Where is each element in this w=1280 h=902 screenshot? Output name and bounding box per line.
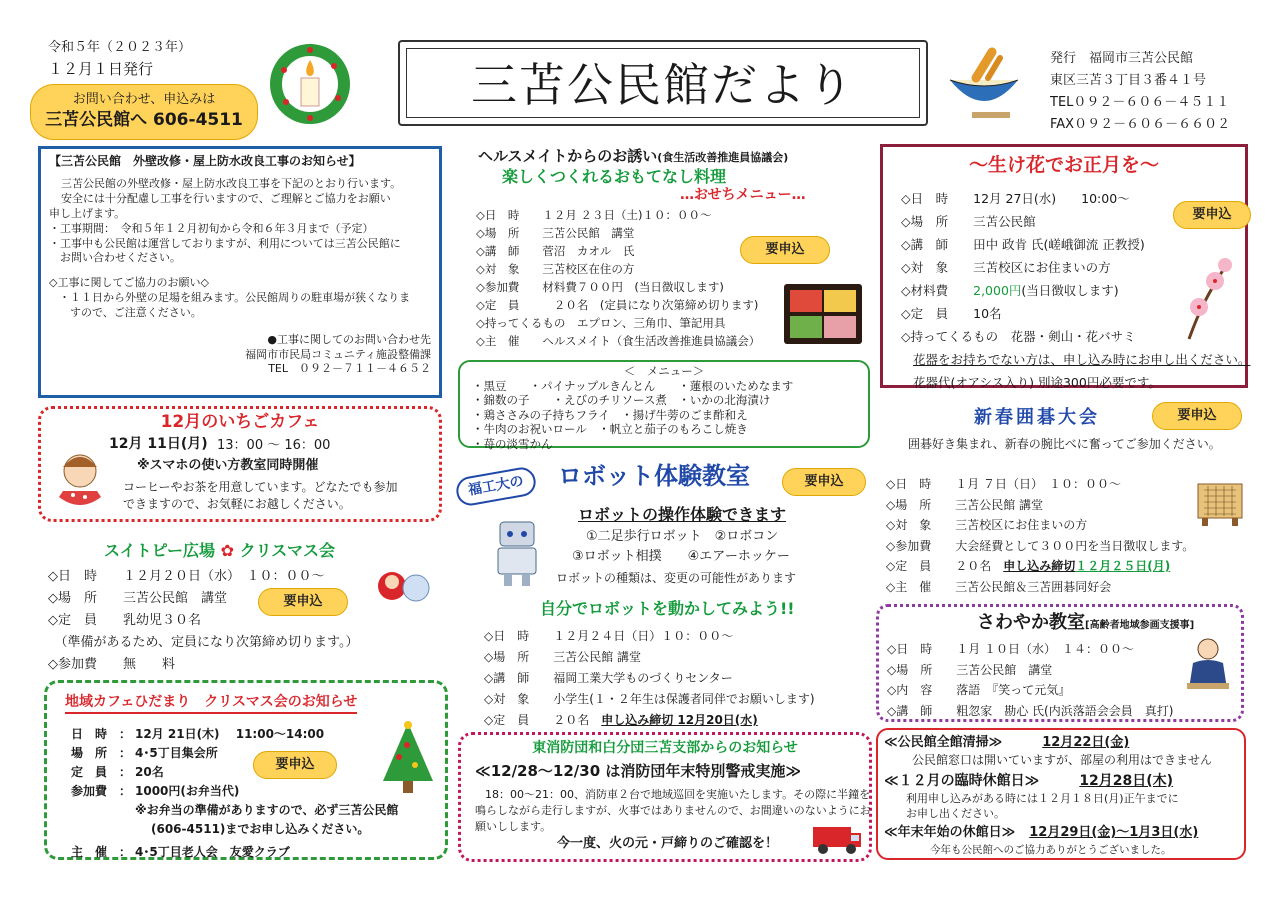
notice-title: 【三苫公民館 外壁改修・屋上防水改良工事のお知らせ】 [49, 154, 361, 168]
cleaning-note: 公民館窓口は開いていますが、部屋の利用はできません [912, 753, 1213, 767]
temp-closure-note: 利用申し込みがある時には１２月１８日(月)正午までに [906, 792, 1179, 805]
robot-row: ◇対 象 小学生(１・２年生は保護者同伴でお願いします) [484, 692, 815, 706]
robot-capacity: ◇定 員 ２０名 申し込み締切 12月20日(水) [484, 713, 758, 727]
healthmate-sub: 楽しくつくれるおもてなし料理 [502, 167, 727, 186]
sweetpea-title [104, 540, 335, 562]
ikebana-row: ◇講 師 田中 政肯 氏(嵯峨御流 正教授) [901, 237, 1145, 252]
ikebana-badge: 要申込 [1173, 201, 1251, 229]
notice-bullet: ・工事期間： 令和５年１２月初旬から令和６年３月まで（予定） [49, 221, 374, 235]
masthead-box [398, 40, 928, 126]
fax: FAX０９２－６０６－６６０２ [1050, 117, 1231, 132]
address: 東区三苫３丁目３番４１号 [1050, 73, 1207, 88]
tel: TEL０９２－６０６－４５１１ [1050, 95, 1230, 110]
cleaning-line: ≪公民館全館清掃≫ 12月22日(金) [884, 735, 1130, 750]
holly-icon: ✿ [220, 541, 235, 560]
ikebana-title: ～生け花でお正月を～ [968, 154, 1159, 176]
request-line: ・１１日から外壁の足場を組みます。公民館周りの駐車場が狭くなりま [59, 291, 411, 305]
sawayaka-row: ◇内 容 落語 『笑って元気』 [887, 683, 1071, 697]
fire-body: 18：00～21：00、消防車２台で地域巡回を実施いたします。その際に半鐘を [485, 788, 871, 801]
contact-org: 福岡市市民局コミュニティ施設整備課 [245, 347, 431, 361]
notice-bullet: お問い合わせください。 [49, 251, 181, 265]
hidamari-row: 日 時 ： 12月 21日(木) 11:00～14:00 [71, 727, 325, 741]
sweetpea-row: ◇日 時 １２月２０日（水） １０：００～ [48, 569, 325, 584]
menu-item: ・黒豆 ・パイナップルきんとん ・蓮根のいためなます [472, 378, 794, 393]
hidamari-box [44, 680, 448, 860]
notice-bullet: ・工事中も公民館は運営しておりますが、利用については三苫公民館に [49, 236, 401, 250]
year-end-note: 今年も公民館へのご協力ありがとうございました。 [930, 844, 1172, 856]
menu-item: ・鶏ささみの子持ちフライ ・揚げ牛蒡のごま酢和え [472, 407, 748, 422]
ikebana-row: ◇定 員 10名 [901, 306, 1002, 321]
igo-row: ◇対 象 三苫校区にお住まいの方 [886, 518, 1088, 532]
healthmate-section [470, 146, 866, 360]
igo-row: ◇参加費 大会経費として３００円を当日徴収します。 [886, 538, 1195, 553]
healthmate-row: ◇持ってくるもの エプロン、三角巾、筆記用具 [476, 316, 726, 330]
igo-row: ◇主 催 三苫公民館＆三苫囲碁同好会 [886, 579, 1112, 594]
hidamari-row: 参加費 ： 1000円(お弁当代) [71, 784, 240, 798]
girl-with-strawberries-icon [49, 447, 111, 513]
fire-truck-icon [811, 819, 863, 855]
fire-body: 願いしします。 [475, 820, 552, 833]
contact-title: ●工事に関してのお問い合わせ先 [267, 332, 431, 346]
sweetpea-row: ◇場 所 三苫公民館 講堂 [48, 591, 227, 606]
hidamari-row: 定 員 ： 20名 [71, 765, 164, 779]
healthmate-title-small: (食生活改善推進員協議会) [657, 151, 789, 164]
hidamari-title: 地域カフェひだまり クリスマス会のお知らせ [65, 693, 357, 714]
temp-closure-line: ≪１２月の臨時休館日≫ 12月28日(木) [884, 773, 1174, 789]
fire-closing: 今一度、火の元・戸締りのご確認を！ [557, 836, 779, 851]
igo-row: ◇日 時 １月 ７日（日） １０：００～ [886, 477, 1122, 491]
plum-blossom-icon [1169, 251, 1241, 341]
menu-item: ・牛肉のお祝いロール ・帆立と茄子のもろこし焼き [472, 422, 748, 436]
request-line: すので、ご注意ください。 [59, 305, 202, 319]
sawayaka-title-text: さわやか教室 [977, 612, 1085, 633]
healthmate-row: ◇定 員 ２０名 (定員になり次第締め切ります) [476, 298, 759, 312]
publisher-info [1050, 48, 1230, 136]
ikebana-note: 花器代(オアシス入り) 別途300円必要です。 [913, 375, 1161, 390]
ichigo-sub: ※スマホの使い方教室同時開催 [137, 458, 319, 473]
healthmate-title [478, 146, 788, 166]
menu-title: ＜ メニュー＞ [623, 364, 705, 378]
tempura-bowl-icon [942, 44, 1026, 124]
igo-title: 新春囲碁大会 [974, 407, 1100, 428]
robot-icon [482, 516, 552, 588]
ikebana-box [880, 144, 1251, 390]
sweetpea-title-b: クリスマス会 [239, 541, 335, 560]
robot-headline: ロボットの操作体験できます [578, 505, 787, 524]
robot-sub: 自分でロボットを動かしてみよう!! [540, 599, 795, 618]
igo-intro: 囲碁好き集まれ、新春の腕比べに奮ってご参加ください。 [908, 437, 1221, 451]
robot-row: ◇場 所 三苫公民館 講堂 [484, 650, 642, 664]
sweetpea-row: ◇参加費 無 料 [48, 657, 175, 672]
ichigo-cafe-box [38, 406, 442, 522]
healthmate-row: ◇主 催 ヘルスメイト（食生活改善推進員協議会） [476, 334, 761, 348]
igo-section [880, 398, 1248, 600]
issue-date [48, 38, 191, 80]
sawayaka-row: ◇講 師 粗忽家 勘心 氏(内浜落語会会員 真打) [887, 703, 1174, 718]
healthmate-title-text: ヘルスメイトからのお誘い [478, 147, 658, 165]
construction-notice [38, 146, 442, 398]
contact-tel: TEL ０９２－７１１－４６５２ [268, 362, 431, 376]
sweetpea-row: （準備があるため、定員になり次第締め切ります。） [48, 635, 359, 650]
sawayaka-box [876, 604, 1244, 722]
closures-box [876, 728, 1246, 860]
notice-para: 申し上げます。 [49, 206, 126, 220]
request-title: ◇工事に関してご協力のお願い◇ [49, 276, 209, 290]
sawayaka-row: ◇日 時 １月 １０日（水） １４：００～ [887, 642, 1135, 656]
rakugo-performer-icon [1183, 635, 1233, 691]
ichigo-date: 12月 11日(月) [109, 436, 208, 452]
ichigo-title: 12月のいちごカフェ [160, 412, 320, 432]
notice-para: 安全には十分配慮し工事を行いますので、ご理解とご協力をお願い [61, 192, 391, 206]
robot-badge: 要申込 [782, 468, 866, 496]
advent-wreath-icon [266, 40, 354, 128]
robot-note: ロボットの種類は、変更の可能性があります [556, 571, 797, 585]
go-board-icon [1196, 482, 1244, 528]
robot-title: ロボット体験教室 [558, 462, 750, 490]
robot-items: ③ロボット相撲 ④エアーホッケー [572, 549, 790, 564]
healthmate-row: ◇参加費 材料費７００円 (当日徴収します) [476, 280, 724, 294]
fire-dept-box [458, 732, 872, 862]
igo-capacity: ◇定 員 ２０名 申し込み締切１２月２５日(月) [886, 559, 1171, 573]
contact-phone: 三苫公民館へ 606-4511 [45, 109, 243, 130]
hidamari-host: 主 催 ： 4･5丁目老人会 友愛クラブ [71, 845, 290, 859]
healthmate-sub2: …おせちメニュー… [680, 187, 806, 203]
year-end-line: ≪年末年始の休館日≫ 12月29日(金)～1月3日(水) [884, 825, 1199, 840]
healthmate-badge: 要申込 [740, 236, 830, 264]
hidamari-note: (606-4511)までお申し込みください。 [151, 822, 370, 836]
healthmate-row: ◇場 所 三苫公民館 講堂 [476, 226, 635, 240]
robot-row: ◇講 師 福岡工業大学ものづくりセンター [484, 671, 733, 685]
menu-item: ・苺の淡雪かん [472, 436, 553, 451]
ikebana-row: ◇場 所 三苫公民館 [901, 214, 1036, 229]
contact-pill [30, 84, 258, 140]
sawayaka-title [977, 611, 1194, 635]
menu-item: ・錦数の子 ・えびのチリソース煮 ・いかの北海漬け [472, 393, 771, 407]
fire-headline: ≪12/28～12/30 は消防団年末特別警戒実施≫ [475, 762, 802, 780]
notice-para: 三苫公民館の外壁改修・屋上防水改良工事を下記のとおり行います。 [61, 177, 402, 191]
robot-section [452, 456, 872, 728]
igo-badge: 要申込 [1152, 402, 1242, 430]
robot-items: ①二足歩行ロボット ②ロボコン [586, 529, 779, 544]
fire-body: 鳴らしながら走行しますが、火事ではありませんので、お間違いのないようにお [475, 804, 871, 817]
healthmate-row: ◇日 時 １２月 ２３日（土)１０：００～ [476, 208, 712, 222]
sawayaka-title-small: [高齢者地域参画支援事] [1085, 620, 1195, 631]
sweetpea-badge: 要申込 [258, 588, 348, 616]
publisher: 発行 福岡市三苫公民館 [1050, 51, 1194, 66]
issue-day: １２月１日発行 [48, 59, 154, 78]
ikebana-fee: ◇材料費 2,000円(当日徴収します) [901, 283, 1119, 298]
ichigo-time: 13：00 ～ 16：00 [217, 438, 331, 453]
christmas-tree-icon [377, 719, 439, 799]
ikebana-note: 花器をお持ちでない方は、申し込み時にお申し出ください。 [913, 352, 1251, 367]
hidamari-note: ※お弁当の準備がありますので、必ず三苫公民館 [135, 803, 399, 817]
ikebana-row: ◇持ってくるもの 花器・剣山・花バサミ [901, 329, 1136, 344]
contact-label: お問い合わせ、申込みは [72, 92, 216, 107]
santa-icon [370, 560, 432, 610]
fire-title: 東消防団和白分団三苫支部からのお知らせ [532, 740, 798, 756]
ichigo-desc: できますので、お気軽にお越しください。 [123, 497, 351, 511]
menu-box [458, 360, 870, 451]
ikebana-row: ◇日 時 12月 27日(水) 10:00～ [901, 191, 1130, 206]
temp-closure-note: お申し出ください。 [906, 807, 1005, 820]
era-year: 令和５年（２０２３年） [48, 40, 192, 55]
sweetpea-section [38, 530, 442, 672]
ikebana-row: ◇対 象 三苫校区にお住まいの方 [901, 260, 1111, 275]
robot-row: ◇日 時 １２月２４日（日）１０：００～ [484, 629, 734, 643]
robot-tag: 福工大の [454, 465, 538, 507]
igo-row: ◇場 所 三苫公民館 講堂 [886, 497, 1044, 512]
hidamari-badge: 要申込 [253, 751, 337, 779]
sweetpea-title-a: スイトピー広場 [104, 541, 216, 560]
healthmate-row: ◇対 象 三苫校区在住の方 [476, 262, 635, 276]
newsletter-title: 三苫公民館だより [471, 58, 855, 112]
sawayaka-row: ◇場 所 三苫公民館 講堂 [887, 662, 1053, 677]
osechi-box-icon [782, 280, 864, 348]
sweetpea-row: ◇定 員 乳幼児３０名 [48, 613, 201, 628]
ichigo-desc: コーヒーやお茶を用意しています。どなたでも参加 [123, 480, 398, 494]
healthmate-row: ◇講 師 菅沼 カオル 氏 [476, 244, 635, 258]
hidamari-row: 場 所 ： 4･5丁目集会所 [71, 746, 218, 760]
